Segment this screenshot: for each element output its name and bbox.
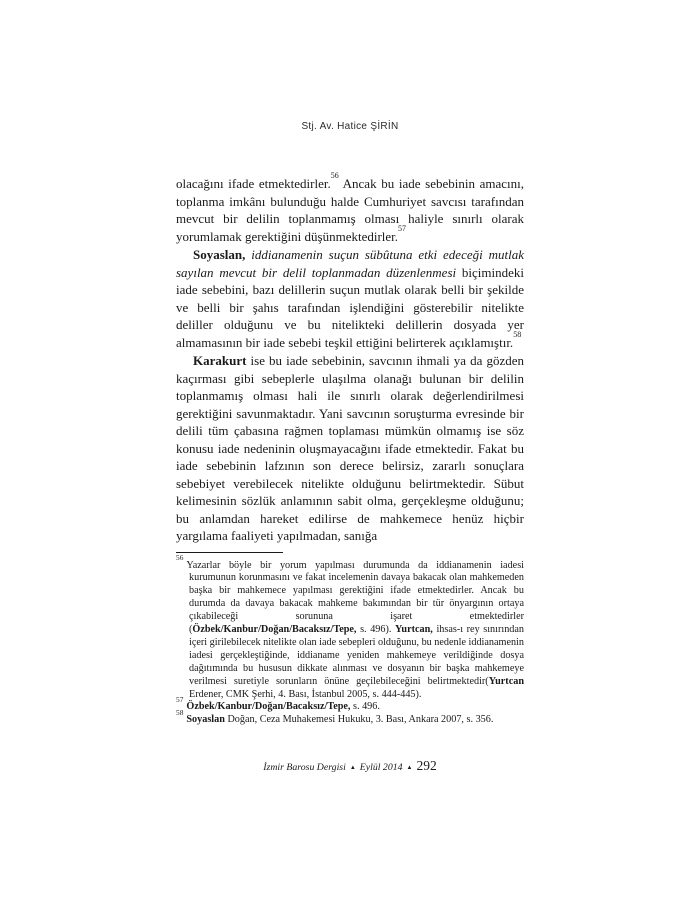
paragraph-1-text-cont: Ancak bu iade sebebinin amacını, toplanma imkânı bulunduğu halde Cumhuriyet savcısı tarafından mevcut bir delilin toplanmamış olması haliyle sınırlı olarak yorumlamak gerektiğini düşünmektedirler. bbox=[176, 176, 524, 244]
footnote-56-bold-yurtcan-2: Yurtcan bbox=[488, 675, 524, 687]
footnote-57 bbox=[176, 695, 524, 714]
paragraph-3 bbox=[176, 352, 524, 545]
paragraph-1-text: olacağını ifade etmektedirler. bbox=[176, 176, 331, 191]
footnote-56-bold-yurtcan: Yurtcan, bbox=[395, 624, 433, 636]
footnote-56-number: 56 bbox=[176, 553, 184, 563]
footnote-56-text-2: s. 496). bbox=[356, 624, 396, 636]
author-ref-soyaslan: Soyaslan, bbox=[193, 247, 246, 262]
author-ref-karakurt: Karakurt bbox=[193, 353, 247, 368]
paragraph-3-text: ise bu iade sebebinin, savcının ihmali ya da gözden kaçırması gibi sebeplerle ulaşılma olanağı bulunan bir delilin toplanmamış olması hali ile sınırlı olarak değerlendirilmesi gerektiğini savunmaktadır. Yani savcının soruşturma evresinde bir delili tüm çabasına rağmen toplaması mümkün olmamış ise söz konusu iade nedeninin oluşmayacağını ifade etmektedir. Fakat bu iade sebebinin lafzının son derece belirsiz, zararlı sonuçlara sebebiyet verebilecek nitelikte olduğunu belirtmektedir. Sübut kelimesinin sözlük anlamının sabit olma, gerçekleşme olduğunu; bu anlamdan hareket edilirse de mahkemece henüz hiçbir yargılama faaliyeti yapılmadan, sanığa bbox=[176, 353, 524, 543]
footnote-57-number: 57 bbox=[176, 695, 184, 705]
paragraph-2-emphasis: iddianamenin suçun sübûtuna etki edeceği mutlak sayılan mevcut bir delil toplanmadan düzenlenmesi bbox=[176, 247, 524, 280]
footnote-ref-58: 58 bbox=[513, 329, 522, 339]
footnote-56-text-4: Erdener, CMK Şerhi, 4. Bası, İstanbul 2005, s. 444-445). bbox=[189, 688, 422, 700]
author-name: Stj. Av. Hatice ŞİRİN bbox=[301, 121, 399, 132]
paragraph-1 bbox=[176, 171, 524, 245]
issue-date: Eylül 2014 bbox=[359, 762, 403, 773]
triangle-icon: ▲ bbox=[406, 764, 413, 771]
paragraph-2 bbox=[176, 246, 524, 351]
page-header bbox=[0, 121, 700, 132]
text-column bbox=[176, 171, 524, 727]
footnote-58-number: 58 bbox=[176, 707, 184, 717]
footnotes-section bbox=[176, 553, 524, 728]
footnote-58-text: Doğan, Ceza Muhakemesi Hukuku, 3. Bası, Ankara 2007, s. 356. bbox=[224, 714, 494, 726]
paragraph-2-text: biçimindeki iade sebebini, bazı delillerin suçun mutlak olarak belli bir şekilde ve belli bir şahıs tarafından işlendiğini gösterebilir nitelikte deliller olduğunu ve bu nitelikteki delillerin dosyada yer almamasının bir iade sebebi teşkil ettiğini belirterek açıklamıştır. bbox=[176, 264, 524, 350]
footnote-56-text-3: ihsas-ı rey sınırından içeri girilebilecek nitelikte olan iade sebepleri olduğunu, bu nedenle iddianamenin iadesi gerçekleştiğinde, iddianame yeniden mahkemeye verildiğinde dosya dağıtımında bu hususun dikkate alınması ve dosyanın bir başka mahkemeye verilmesi suretiyle sorunların önüne geçilebileceğini belirtmektedir( bbox=[189, 624, 524, 687]
footnote-56-text: Yazarlar böyle bir yorum yapılması durumunda da iddianamenin iadesi kurumunun korunmasını ve fakat incelemenin davaya bakacak olan mahkemeden başka bir mahkemece yapılması gerektiğini ifade etmektedirler. Ancak bu durumda da davaya bakacak mahkeme bakımından bir tür önyargının ortaya çıkabileceği sorununa işaret etmektedirler ( bbox=[186, 559, 524, 636]
footnote-58-bold: Soyaslan bbox=[186, 714, 225, 726]
journal-title: İzmir Barosu Dergisi bbox=[263, 762, 346, 773]
footnote-56-bold-ozbek: Özbek/Kanbur/Doğan/Bacaksız/Tepe, bbox=[192, 624, 357, 636]
page-number: 292 bbox=[416, 758, 437, 773]
footnote-ref-57: 57 bbox=[398, 223, 407, 233]
footnote-56 bbox=[176, 553, 524, 705]
footnote-57-text: s. 496. bbox=[350, 701, 380, 713]
triangle-icon: ▲ bbox=[349, 764, 356, 771]
footnote-separator bbox=[176, 552, 283, 553]
footnote-ref-56: 56 bbox=[330, 171, 339, 181]
page-footer bbox=[0, 758, 700, 774]
footnote-57-bold: Özbek/Kanbur/Doğan/Bacaksız/Tepe, bbox=[186, 701, 351, 713]
